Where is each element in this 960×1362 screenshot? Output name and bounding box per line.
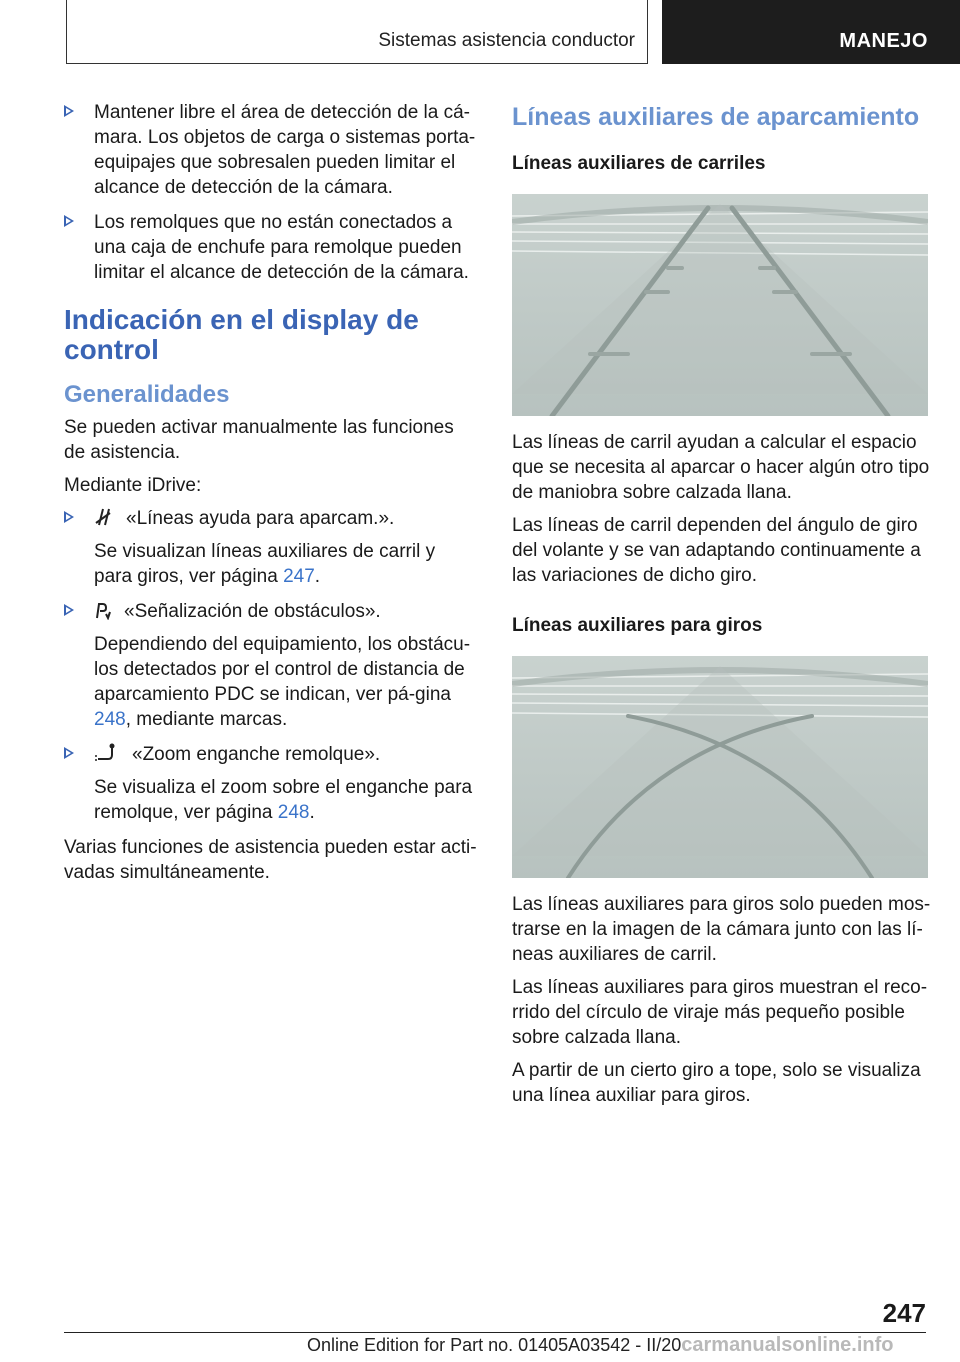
subsection-heading: Líneas auxiliares de carriles	[512, 153, 766, 174]
parking-lines-icon	[94, 507, 114, 527]
subsection-heading: Líneas auxiliares para giros	[512, 615, 763, 636]
trailer-hitch-icon	[94, 743, 120, 763]
paragraph: Las líneas de carril dependen del ángulo de giro del volante y se van adaptando continuamente a las variaciones de dicho giro.	[512, 515, 921, 586]
bullet-triangle-icon	[64, 511, 74, 523]
list-item-obstacle-marking: «Señalización de obstáculos». Dependiendo del equipamiento, los obstácu-los detectados por el control de distancia de aparcamiento PDC se indican, ver pá-gina 248, mediante marcas.	[64, 599, 478, 732]
page-link[interactable]: 248	[94, 709, 126, 730]
lane-lines-figure	[512, 194, 928, 416]
list-item: Mantener libre el área de detección de la cá-mara. Los objetos de carga o sistemas porta-equipajes que sobresalen pueden limitar el alcance de detección de la cámara.	[64, 100, 478, 200]
subsection-heading: Generalidades	[64, 381, 230, 408]
header-section-box	[66, 0, 648, 64]
paragraph: A partir de un cierto giro a tope, solo se visualiza una línea auxiliar para giros.	[512, 1060, 921, 1106]
closing-text: Varias funciones de asistencia pueden estar acti-vadas simultáneamente.	[64, 837, 477, 883]
page-number: 247	[882, 1298, 926, 1328]
obstacle-marking-icon	[94, 600, 112, 620]
watermark: carmanualsonline.info	[681, 1334, 894, 1356]
section-title: Sistemas asistencia conductor	[378, 30, 635, 51]
turning-lines-figure	[512, 656, 928, 878]
idrive-text: Mediante iDrive:	[64, 475, 202, 496]
bullet-triangle-icon	[64, 604, 74, 616]
bullet-triangle-icon	[64, 747, 74, 759]
page-link[interactable]: 248	[277, 802, 310, 823]
page-link[interactable]: 247	[283, 566, 315, 587]
chapter-tab	[662, 0, 960, 64]
paragraph: Las líneas auxiliares para giros solo pueden mos-trarse en la imagen de la cámara junto con las lí-neas auxiliares de carril.	[512, 894, 931, 965]
chapter-title: MANEJO	[839, 30, 928, 52]
paragraph: Las líneas auxiliares para giros muestran el reco-rrido del círculo de viraje más pequeño posible sobre calzada llana.	[512, 977, 928, 1048]
intro-text: Se pueden activar manualmente las funciones de asistencia.	[64, 417, 454, 463]
left-column	[64, 100, 478, 893]
section-heading: Líneas auxiliares de aparcamiento	[512, 103, 920, 131]
footer-divider	[64, 1332, 926, 1333]
paragraph: Las líneas de carril ayudan a calcular el espacio que se necesita al aparcar o hacer algún otro tipo de maniobra sobre calzada llana.	[512, 432, 930, 503]
list-item-parking-lines: «Líneas ayuda para aparcam.». Se visualizan líneas auxiliares de carril y para giros, ver página 247.	[64, 506, 478, 589]
list-item-trailer-zoom: «Zoom enganche remolque». Se visualiza el zoom sobre el enganche para remolque, ver página 248.	[64, 742, 478, 825]
section-heading: Indicación en el display de control	[64, 304, 419, 365]
footer-edition: Online Edition for Part no. 01405A03542 - II/20carmanualsonline.info	[307, 1334, 894, 1356]
list-item: Los remolques que no están conectados a una caja de enchufe para remolque pueden limitar el alcance de detección de la cámara.	[64, 210, 478, 285]
bullet-triangle-icon	[64, 215, 74, 227]
bullet-triangle-icon	[64, 105, 74, 117]
right-column	[512, 100, 932, 1116]
